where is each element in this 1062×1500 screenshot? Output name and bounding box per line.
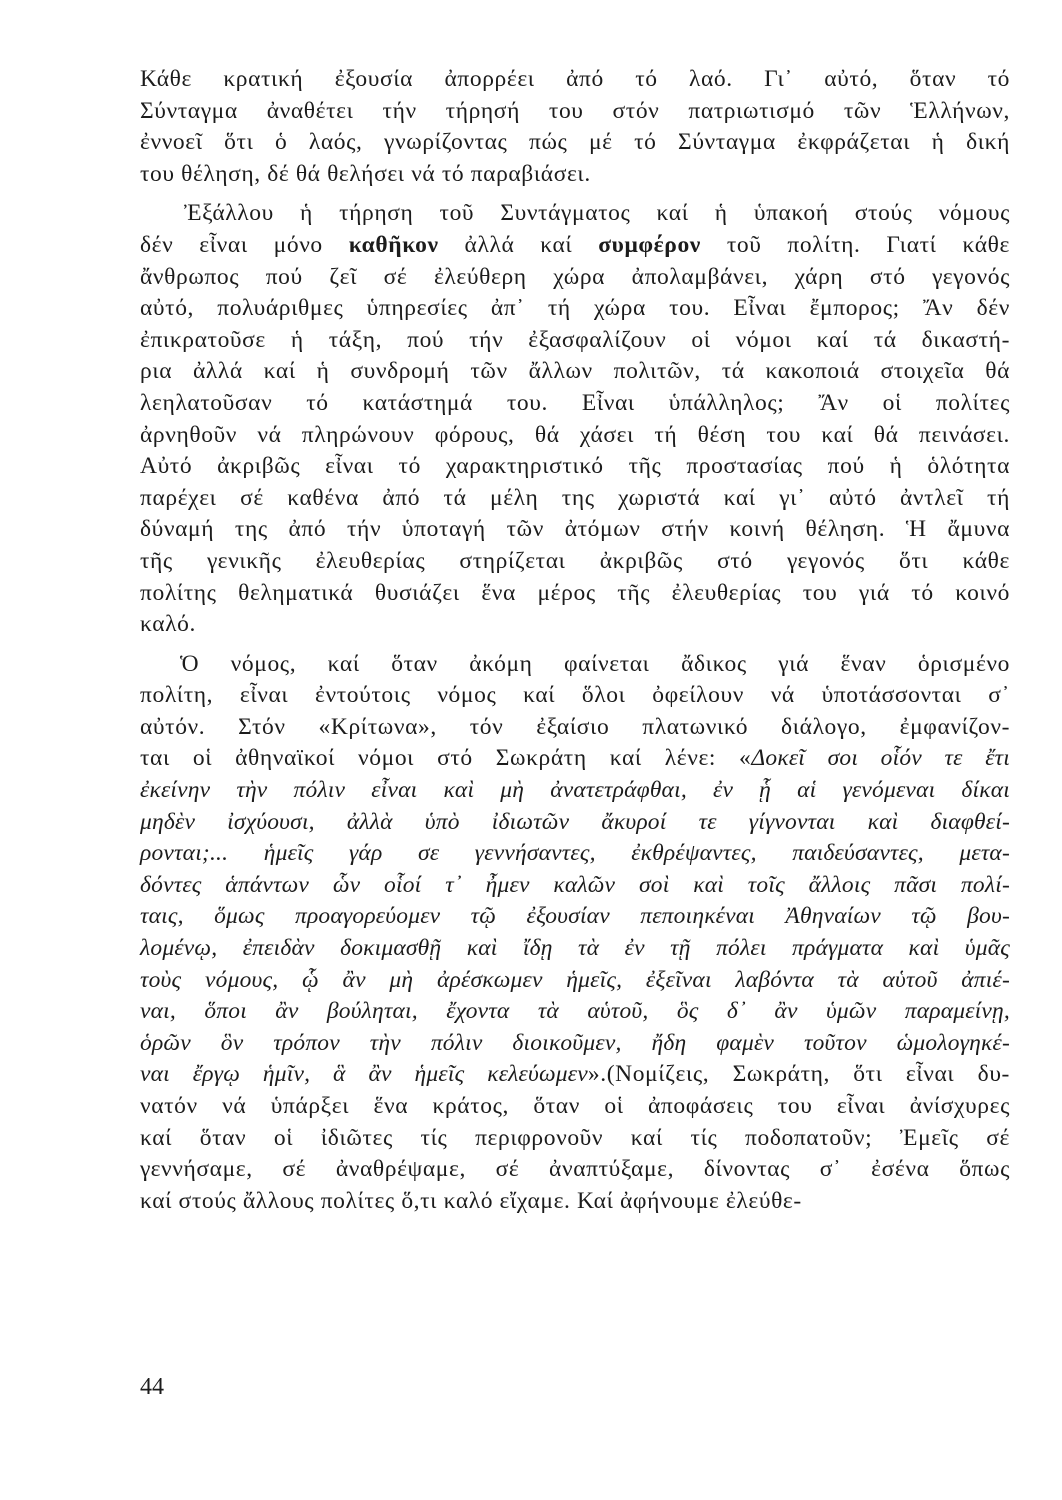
text-segment: νατόν νά ὑπάρξει ἕνα κράτος, ὅταν οἱ ἀποφάσεις του εἶναι ἀνίσχυρες [140, 1093, 1010, 1119]
text-segment: Σύνταγμα ἀναθέτει τήν τήρησή του στόν πατριωτισμό τῶν Ἑλλήνων, [140, 97, 1010, 124]
text-line [140, 325, 1010, 357]
text-segment: πολίτης θεληματικά θυσιάζει ἕνα μέρος τῆς ἐλευθερίας του γιά τό κοινό [140, 579, 1010, 606]
text-line [140, 1091, 1010, 1123]
text-segment: καλό. [140, 611, 196, 638]
text-segment: αὐτόν. Στόν «Κρίτωνα», τόν ἐξαίσιο πλατωνικό διάλογο, ἐμφανίζον- [140, 713, 1010, 740]
text-segment: Κάθε κρατική ἐξουσία ἀπορρέει ἀπό τό λαό. Γι᾽ αὐτό, ὅταν τό [140, 66, 1010, 92]
text-line [140, 609, 1010, 641]
greek-quote-segment: λομένῳ, ἐπειδὰν δοκιμασθῇ καὶ ἴδῃ τὰ ἐν τῇ πόλει πράγματα καὶ ὑμᾶς [140, 935, 1010, 962]
text-segment: δέν εἶναι μόνο [140, 231, 349, 258]
text-line [140, 483, 1010, 515]
text-line [140, 262, 1010, 294]
paragraph [140, 198, 1010, 640]
text-segment: πολίτη, εἶναι ἐντούτοις νόμος καί ὅλοι ὀφείλουν νά ὑποτάσσονται σ᾽ [140, 682, 1010, 709]
text-line [140, 743, 1010, 775]
text-segment: παρέχει σέ καθένα ἀπό τά μέλη της χωριστά καί γι᾽ αὐτό ἀντλεῖ τή [140, 484, 1010, 511]
greek-quote-segment: ναι, ὅποι ἂν βούληται, ἔχοντα τὰ αὑτοῦ, ὃς δ᾽ ἂν ὑμῶν παραμείνῃ, [140, 998, 1010, 1025]
emphasis-word: συμφέρον [598, 231, 701, 258]
text-segment: του θέληση, δέ θά θελήσει νά τό παραβιάσει. [140, 160, 591, 187]
text-line [140, 901, 1010, 933]
text-segment: ἀλλά καί [438, 231, 599, 258]
text-line [140, 1186, 1010, 1218]
text-line [140, 159, 1010, 191]
greek-quote-segment: ὁρῶν ὃν τρόπον τὴν πόλιν διοικοῦμεν, ἤδη φαμὲν τοῦτον ὡμολογηκέ- [140, 1029, 1010, 1056]
text-line [140, 807, 1010, 839]
text-line [140, 1059, 1010, 1091]
text-segment: τῆς γενικῆς ἐλευθερίας στηρίζεται ἀκριβῶς στό γεγονός ὅτι κάθε [140, 547, 1010, 574]
text-line [140, 230, 1010, 262]
text-line [140, 420, 1010, 452]
text-line [140, 1028, 1010, 1060]
text-segment: Ἐξάλλου ἡ τήρηση τοῦ Συντάγματος καί ἡ ὑπακοή στούς νόμους [184, 200, 1010, 227]
text-line [140, 293, 1010, 325]
text-line [140, 712, 1010, 744]
text-line [140, 388, 1010, 420]
page-number: 44 [140, 1374, 164, 1400]
text-segment: Αὐτό ἀκριβῶς εἶναι τό χαρακτηριστικό τῆς προστασίας πού ἡ ὁλότητα [140, 453, 1010, 480]
greek-quote-segment: μηδὲν ἰσχύουσι, ἀλλὰ ὑπὸ ἰδιωτῶν ἄκυροί τε γίγνονται καὶ διαφθεί- [140, 808, 1010, 835]
text-line [140, 127, 1010, 159]
greek-quote-segment: ρονται;... ἡμεῖς γάρ σε γεννήσαντες, ἐκθρέψαντες, παιδεύσαντες, μετα- [140, 840, 1010, 867]
greek-quote-segment: ναι ἔργῳ ἡμῖν, ἃ ἂν ἡμεῖς κελεύωμεν [140, 1061, 588, 1088]
text-line [140, 546, 1010, 578]
text-line [140, 451, 1010, 483]
text-segment: καί στούς ἄλλους πολίτες ὅ,τι καλό εἴχαμε. Καί ἀφήνουμε ἐλεύθε- [140, 1187, 802, 1214]
greek-quote-segment: ταις, ὅμως προαγορεύομεν τῷ ἐξουσίαν πεποιηκέναι Ἀθηναίων τῷ βου- [140, 903, 1010, 930]
text-segment: ρια ἀλλά καί ἡ συνδρομή τῶν ἄλλων πολιτῶν, τά κακοποιά στοιχεῖα θά [140, 358, 1010, 385]
text-segment: ἐννοεῖ ὅτι ὁ λαός, γνωρίζοντας πώς μέ τό Σύνταγμα ἐκφράζεται ἡ δική [140, 129, 1010, 156]
text-segment: γεννήσαμε, σέ ἀναθρέψαμε, σέ ἀναπτύξαμε, δίνοντας σ᾽ ἐσένα ὅπως [140, 1156, 1010, 1183]
text-line [140, 996, 1010, 1028]
text-line [140, 514, 1010, 546]
text-line [140, 198, 1010, 230]
text-segment: ἀρνηθοῦν νά πληρώνουν φόρους, θά χάσει τή θέση του καί θά πεινάσει. [140, 421, 1010, 448]
text-line [140, 775, 1010, 807]
text-line [140, 965, 1010, 997]
text-segment: ».(Νομίζεις, Σωκράτη, ὅτι εἶναι δυ- [587, 1061, 1010, 1088]
text-line [140, 356, 1010, 388]
text-segment: αὐτό, πολυάριθμες ὑπηρεσίες ἀπ᾽ τή χώρα του. Εἶναι ἔμπορος; Ἄν δέν [140, 295, 1010, 322]
text-line [140, 1154, 1010, 1186]
text-line [140, 96, 1010, 128]
text-line [140, 870, 1010, 902]
text-segment: δύναμή της ἀπό τήν ὑποταγή τῶν ἀτόμων στήν κοινή θέληση. Ἡ ἄμυνα [140, 516, 1010, 543]
text-line [140, 578, 1010, 610]
greek-quote-segment: ἐκείνην τὴν πόλιν εἶναι καὶ μὴ ἀνατετράφθαι, ἐν ᾗ αἱ γενόμεναι δίκαι [140, 777, 1010, 804]
text-line [140, 838, 1010, 870]
text-segment: τοῦ πολίτη. Γιατί κάθε [700, 231, 1010, 258]
text-segment: Ὁ νόμος, καί ὅταν ἀκόμη φαίνεται ἄδικος γιά ἕναν ὁρισμένο [180, 650, 1010, 677]
text-segment: ται οἱ ἀθηναϊκοί νόμοι στό Σωκράτη καί λένε: « [140, 745, 752, 772]
text-line [140, 680, 1010, 712]
body-text [140, 64, 1010, 1217]
text-line [140, 64, 1010, 96]
greek-quote-segment: τοὺς νόμους, ᾧ ἂν μὴ ἀρέσκωμεν ἡμεῖς, ἐξεῖναι λαβόντα τὰ αὑτοῦ ἀπιέ- [140, 966, 1010, 993]
text-line [140, 649, 1010, 681]
paragraph [140, 649, 1010, 1218]
text-segment: καί ὅταν οἱ ἰδιῶτες τίς περιφρονοῦν καί τίς ποδοπατοῦν; Ἐμεῖς σέ [140, 1124, 1010, 1151]
text-line [140, 1123, 1010, 1155]
text-segment: ἄνθρωπος πού ζεῖ σέ ἐλεύθερη χώρα ἀπολαμβάνει, χάρη στό γεγονός [140, 263, 1010, 290]
paragraph [140, 64, 1010, 190]
text-segment: λεηλατοῦσαν τό κατάστημά του. Εἶναι ὑπάλληλος; Ἄν οἱ πολίτες [140, 389, 1010, 416]
text-line [140, 933, 1010, 965]
emphasis-word: καθῆκον [348, 231, 439, 258]
text-segment: ἐπικρατοῦσε ἡ τάξη, πού τήν ἐξασφαλίζουν οἱ νόμοι καί τά δικαστή- [140, 326, 1010, 353]
greek-quote-segment: δόντες ἁπάντων ὧν οἷοί τ᾽ ἦμεν καλῶν σοὶ καὶ τοῖς ἄλλοις πᾶσι πολί- [140, 871, 1010, 898]
greek-quote-segment: Δοκεῖ σοι οἷόν τε ἔτι [751, 745, 1010, 772]
